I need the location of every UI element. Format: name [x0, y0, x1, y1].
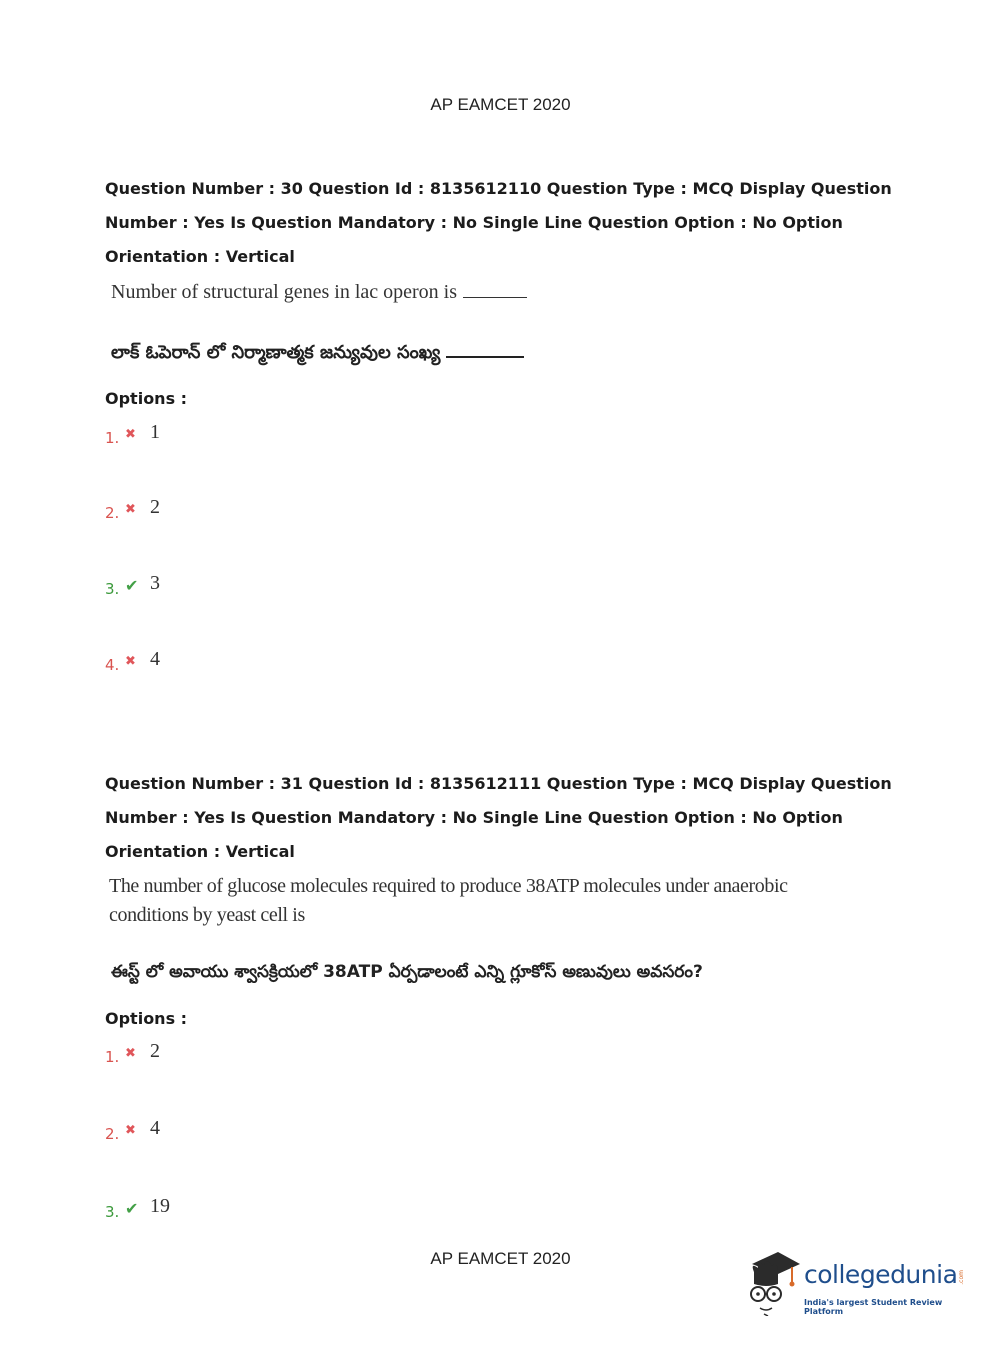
option-number: 4. — [105, 656, 120, 674]
question-text-telugu: లాక్ ఓపెరాన్ లో నిర్మాణాత్మక జన్యువుల సంఖ్య — [111, 342, 441, 363]
collegedunia-logo — [744, 1250, 974, 1320]
question-30-english — [111, 279, 527, 304]
answer-blank — [463, 279, 527, 298]
cross-icon: ✖ — [125, 1123, 136, 1138]
cross-icon: ✖ — [125, 654, 136, 669]
option-value: 4 — [150, 1117, 160, 1139]
check-icon: ✔ — [125, 576, 139, 595]
question-text: conditions by yeast cell is — [109, 904, 305, 926]
meta-line: Question Number : 31 Question Id : 8135612111 Question Type : MCQ Display Question — [105, 774, 892, 793]
logo-suffix: .com — [958, 1270, 965, 1285]
option-value: 4 — [150, 648, 160, 670]
meta-line: Orientation : Vertical — [105, 842, 295, 861]
option-value: 1 — [150, 421, 160, 443]
meta-line: Orientation : Vertical — [105, 247, 295, 266]
question-30-meta — [105, 172, 905, 274]
option-number: 2. — [105, 504, 120, 522]
option-value: 2 — [150, 1040, 160, 1062]
logo-wordmark: collegedunia — [804, 1260, 958, 1289]
option-2 — [105, 1117, 305, 1147]
meta-line: Question Number : 30 Question Id : 8135612110 Question Type : MCQ Display Question — [105, 179, 892, 198]
options-label: Options : — [105, 1009, 188, 1028]
option-number: 3. — [105, 1203, 120, 1221]
option-number: 2. — [105, 1125, 120, 1143]
meta-line: Number : Yes Is Question Mandatory : No Single Line Question Option : No Option — [105, 213, 843, 232]
meta-line: Number : Yes Is Question Mandatory : No Single Line Question Option : No Option — [105, 808, 843, 827]
question-31-meta — [105, 767, 905, 869]
option-2 — [105, 496, 305, 526]
option-number: 3. — [105, 580, 120, 598]
page-footer: AP EAMCET 2020 — [430, 1249, 571, 1268]
answer-blank — [446, 340, 524, 358]
question-31-telugu: ఈస్ట్ లో అవాయు శ్వాసక్రియలో 38ATP ఏర్పడాలంటే ఎన్ని గ్లూకోస్ అణువులు అవసరం? — [111, 962, 703, 982]
check-icon: ✔ — [125, 1199, 139, 1218]
option-value: 19 — [150, 1195, 170, 1217]
question-text: The number of glucose molecules required to produce 38ATP molecules under anaerobic — [109, 875, 788, 897]
option-3 — [105, 572, 305, 602]
option-3 — [105, 1195, 305, 1225]
cross-icon: ✖ — [125, 502, 136, 517]
page-header: AP EAMCET 2020 — [430, 95, 571, 114]
option-number: 1. — [105, 1048, 120, 1066]
option-value: 3 — [150, 572, 160, 594]
question-31-english — [109, 872, 788, 930]
option-number: 1. — [105, 429, 120, 447]
option-1 — [105, 1040, 305, 1070]
options-label: Options : — [105, 389, 188, 408]
question-text: Number of structural genes in lac operon is — [111, 281, 458, 303]
mascot-icon — [744, 1250, 802, 1316]
option-4 — [105, 648, 305, 678]
logo-tagline: India's largest Student Review Platform — [804, 1298, 943, 1316]
option-value: 2 — [150, 496, 160, 518]
cross-icon: ✖ — [125, 1046, 136, 1061]
option-1 — [105, 421, 305, 451]
question-30-telugu — [111, 340, 524, 367]
cross-icon: ✖ — [125, 427, 136, 442]
